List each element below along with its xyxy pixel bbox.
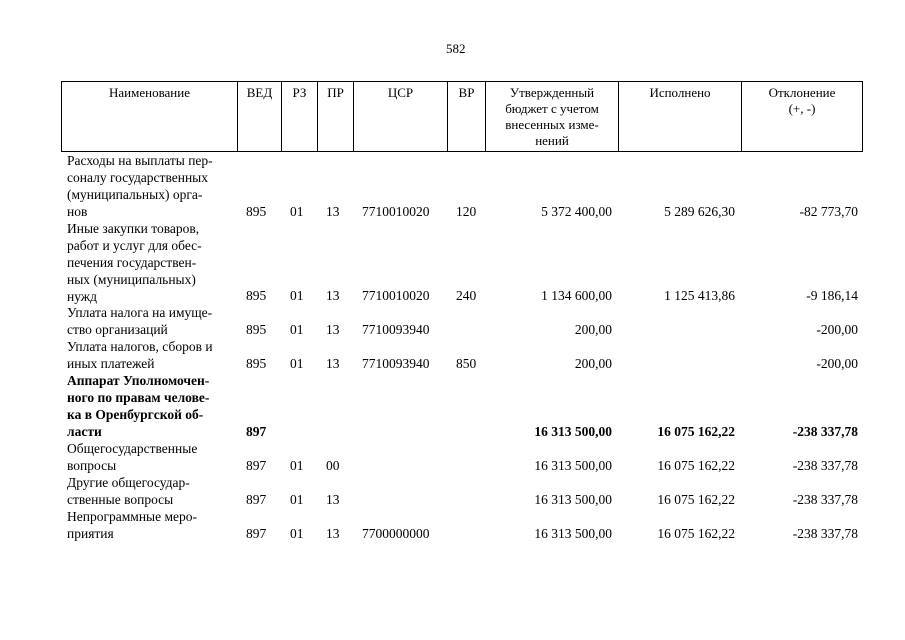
row-rz: 01 xyxy=(290,492,304,507)
page-number: 582 xyxy=(446,41,466,56)
row-rz: 01 xyxy=(290,458,304,473)
row-executed: 16 075 162,22 xyxy=(657,458,735,473)
header-bottom-border xyxy=(61,151,863,152)
row-pr: 13 xyxy=(326,322,340,337)
header-executed: Исполнено xyxy=(649,85,711,100)
row-name xyxy=(67,153,249,221)
row-ved: 897 xyxy=(246,492,267,507)
row-rz: 01 xyxy=(290,288,304,303)
row-executed: 16 075 162,22 xyxy=(657,424,735,439)
row-executed: 1 125 413,86 xyxy=(664,288,735,303)
row-deviation: -238 337,78 xyxy=(792,526,858,541)
row-csr: 7710093940 xyxy=(362,322,430,337)
row-name xyxy=(67,509,249,543)
table-row xyxy=(0,221,905,305)
row-name-line: Уплата налогов, сборов и xyxy=(67,339,213,354)
row-executed: 16 075 162,22 xyxy=(657,492,735,507)
header-deviation-line: Отклонение xyxy=(768,85,836,100)
header-deviation xyxy=(742,85,862,117)
row-pr: 00 xyxy=(326,458,340,473)
row-name-line: печения государствен- xyxy=(67,254,197,270)
table-row xyxy=(0,509,905,543)
header-approved-line: внесенных изме- xyxy=(505,117,599,132)
header-name: Наименование xyxy=(109,85,190,100)
row-name xyxy=(67,373,249,441)
row-name-line: ласти xyxy=(67,423,102,439)
row-csr: 7700000000 xyxy=(362,526,430,541)
row-name-line: ного по правам челове- xyxy=(67,389,210,405)
row-approved: 16 313 500,00 xyxy=(534,492,612,507)
row-name-line: нужд xyxy=(67,288,97,304)
row-ved: 895 xyxy=(246,322,267,337)
row-pr: 13 xyxy=(326,356,340,371)
row-name-line: работ и услуг для обес- xyxy=(67,237,202,253)
row-name-line: Иные закупки товаров, xyxy=(67,221,200,236)
row-deviation: -200,00 xyxy=(816,356,858,371)
row-ved: 897 xyxy=(246,458,267,473)
row-ved: 897 xyxy=(246,526,267,541)
table-row xyxy=(0,441,905,475)
row-name-line: нов xyxy=(67,203,88,219)
row-name-line: вопросы xyxy=(67,457,117,473)
header-csr: ЦСР xyxy=(387,85,414,100)
row-ved: 895 xyxy=(246,356,267,371)
row-name-line: ка в Оренбургской об- xyxy=(67,406,204,422)
row-ved: 897 xyxy=(246,424,267,439)
row-name-line: Другие общегосудар- xyxy=(67,475,190,490)
row-csr: 7710093940 xyxy=(362,356,430,371)
row-name xyxy=(67,339,249,373)
header-deviation-line: (+, -) xyxy=(788,101,816,116)
row-name-line: Расходы на выплаты пер- xyxy=(67,153,213,168)
row-deviation: -200,00 xyxy=(816,322,858,337)
row-rz: 01 xyxy=(290,526,304,541)
row-vr: 240 xyxy=(456,288,477,303)
header-approved-line: Утвержденный xyxy=(509,85,595,100)
column-divider xyxy=(862,81,863,152)
row-ved: 895 xyxy=(246,204,267,219)
row-name xyxy=(67,441,249,475)
table-row xyxy=(0,475,905,509)
row-deviation: -9 186,14 xyxy=(806,288,858,303)
header-vr: ВР xyxy=(458,85,475,100)
table-row xyxy=(0,305,905,339)
table-row xyxy=(0,339,905,373)
header-approved-line: нений xyxy=(535,133,569,148)
row-approved: 5 372 400,00 xyxy=(541,204,612,219)
row-name-line: Непрограммные меро- xyxy=(67,509,198,524)
row-name xyxy=(67,221,249,306)
row-approved: 16 313 500,00 xyxy=(534,424,612,439)
header-rz: РЗ xyxy=(292,85,307,100)
row-vr: 850 xyxy=(456,356,477,371)
header-approved xyxy=(486,85,618,149)
row-pr: 13 xyxy=(326,492,340,507)
row-deviation: -238 337,78 xyxy=(792,492,858,507)
row-name-line: (муниципальных) орга- xyxy=(67,186,203,202)
row-deviation: -238 337,78 xyxy=(792,424,858,439)
table-row xyxy=(0,153,905,221)
row-executed: 5 289 626,30 xyxy=(664,204,735,219)
row-vr: 120 xyxy=(456,204,477,219)
row-approved: 16 313 500,00 xyxy=(534,526,612,541)
row-name xyxy=(67,475,249,509)
row-rz: 01 xyxy=(290,356,304,371)
row-deviation: -82 773,70 xyxy=(799,204,858,219)
row-pr: 13 xyxy=(326,288,340,303)
row-approved: 1 134 600,00 xyxy=(541,288,612,303)
header-ved: ВЕД xyxy=(246,85,273,100)
row-name-line: Общегосударственные xyxy=(67,441,198,456)
row-name-line: соналу государственных xyxy=(67,169,208,185)
row-pr: 13 xyxy=(326,204,340,219)
row-name-line: ственные вопросы xyxy=(67,491,174,507)
row-approved: 200,00 xyxy=(574,356,612,371)
row-name-line: Аппарат Уполномочен- xyxy=(67,373,210,388)
row-rz: 01 xyxy=(290,322,304,337)
row-approved: 200,00 xyxy=(574,322,612,337)
row-csr: 7710010020 xyxy=(362,204,430,219)
row-ved: 895 xyxy=(246,288,267,303)
row-name-line: ство организаций xyxy=(67,321,168,337)
header-pr: ПР xyxy=(327,85,344,100)
header-top-border xyxy=(61,81,863,82)
row-name xyxy=(67,305,249,339)
row-name-line: иных платежей xyxy=(67,355,155,371)
table-row-section xyxy=(0,373,905,441)
row-name-line: Уплата налога на имуще- xyxy=(67,305,213,320)
row-rz: 01 xyxy=(290,204,304,219)
row-name-line: приятия xyxy=(67,525,114,541)
row-executed: 16 075 162,22 xyxy=(657,526,735,541)
row-deviation: -238 337,78 xyxy=(792,458,858,473)
row-name-line: ных (муниципальных) xyxy=(67,271,196,287)
row-csr: 7710010020 xyxy=(362,288,430,303)
row-approved: 16 313 500,00 xyxy=(534,458,612,473)
row-pr: 13 xyxy=(326,526,340,541)
header-approved-line: бюджет с учетом xyxy=(505,101,599,116)
